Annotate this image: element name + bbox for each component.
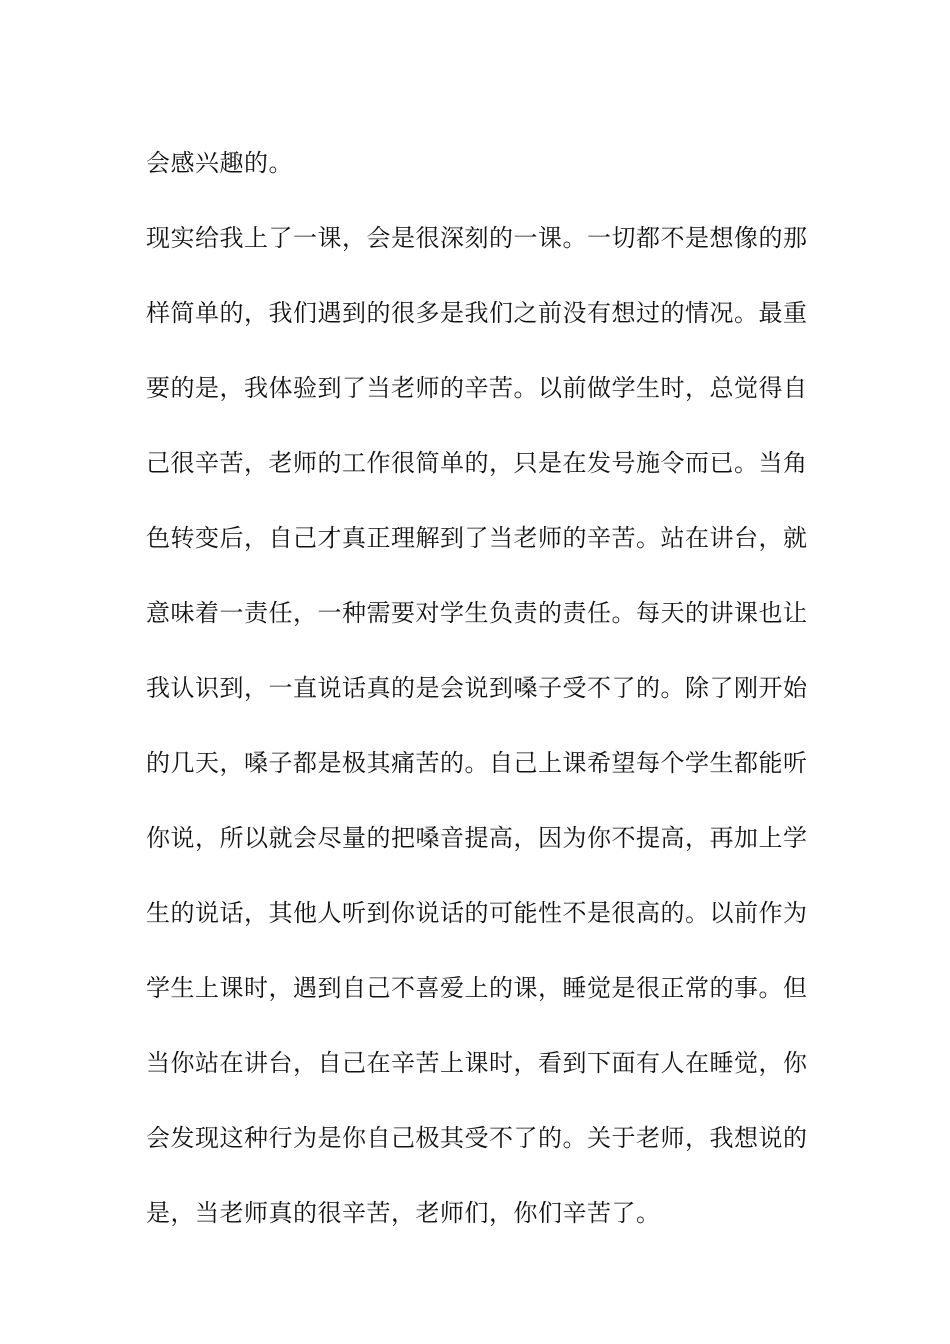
text-line: 你说，所以就会尽量的把嗓音提高，因为你不提高，再加上学 — [146, 824, 808, 852]
text-line: 会发现这种行为是你自己极其受不了的。关于老师，我想说的 — [146, 1124, 808, 1152]
document-body — [146, 126, 806, 1251]
text-line: 的几天，嗓子都是极其痛苦的。自己上课希望每个学生都能听 — [146, 749, 808, 777]
text-line: 意味着一责任，一种需要对学生负责的责任。每天的讲课也让 — [146, 599, 808, 627]
text-line: 当你站在讲台，自己在辛苦上课时，看到下面有人在睡觉，你 — [146, 1049, 808, 1077]
paragraph-2 — [146, 201, 806, 1251]
text-line: 现实给我上了一课，会是很深刻的一课。一切都不是想像的那 — [146, 224, 808, 252]
text-line: 学生上课时，遇到自己不喜爱上的课，睡觉是很正常的事。但 — [146, 974, 808, 1002]
text-line: 要的是，我体验到了当老师的辛苦。以前做学生时，总觉得自 — [146, 374, 808, 402]
text-line: 是，当老师真的很辛苦，老师们，你们辛苦了。 — [146, 1199, 661, 1227]
text-line: 样简单的，我们遇到的很多是我们之前没有想过的情况。最重 — [146, 299, 808, 327]
text-line: 生的说话，其他人听到你说话的可能性不是很高的。以前作为 — [146, 899, 808, 927]
text-line: 会感兴趣的。 — [146, 149, 293, 177]
text-line: 色转变后，自己才真正理解到了当老师的辛苦。站在讲台，就 — [146, 524, 808, 552]
paragraph-1 — [146, 126, 806, 201]
text-line: 我认识到，一直说话真的是会说到嗓子受不了的。除了刚开始 — [146, 674, 808, 702]
text-line: 己很辛苦，老师的工作很简单的，只是在发号施令而已。当角 — [146, 449, 808, 477]
